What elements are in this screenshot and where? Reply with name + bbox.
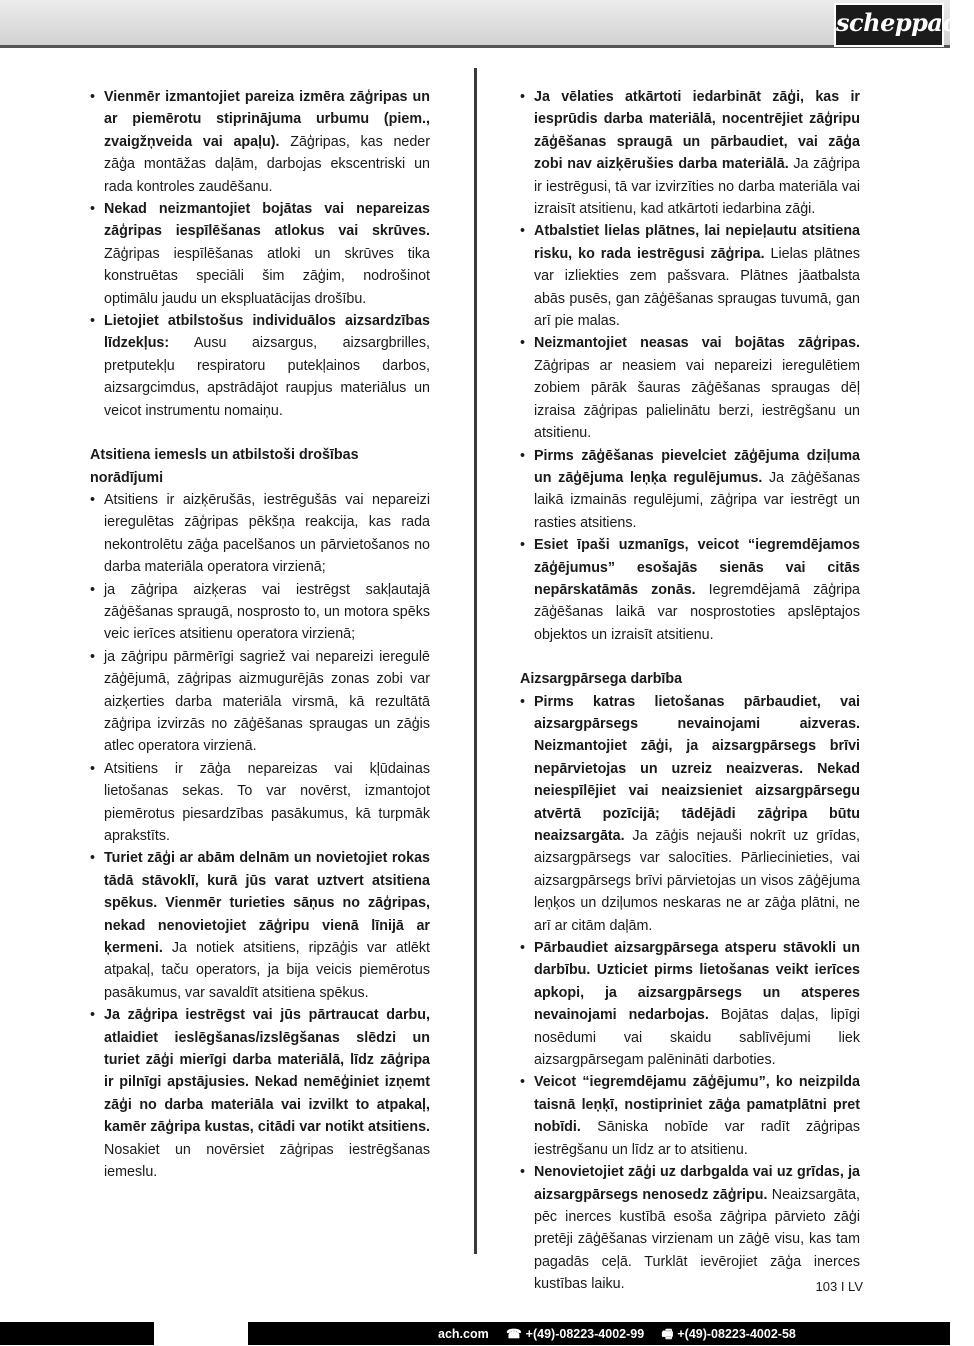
column-divider [474, 68, 477, 1254]
bullet-item [520, 445, 860, 535]
left-bullet-list-1 [90, 86, 430, 422]
bullet-text: ja zāģripu pārmērīgi sagriež vai nepareizi ieregulē zāģējumā, zāģripas aizmugurējās zonas zobi var aizķerties darba materiāla virsmā, kā rezultātā zāģripa izvirzās no zāģēšanas spraugas un zāģis atlec operatora virzienā. [104, 648, 430, 755]
bullet-bold-text: Nenovietojiet zāģi uz darbgalda vai uz grīdas, ja aizsargpārsegs nenosedz zāģripu. [534, 1164, 860, 1203]
bullet-item [520, 534, 860, 646]
bullet-bold-text: Neizmantojiet neasas vai bojātas zāģripas. [534, 335, 860, 352]
scheppach-logo [834, 3, 974, 47]
bullet-text: Ja zāģēšanas laikā izmainās regulējumi, zāģripa var iestrēgt un rasties atsitiens. [534, 469, 860, 531]
bullet-item [520, 1071, 860, 1161]
bullet-bold-text: Nekad neizmantojiet bojātas vai nepareizas zāģripas iespīlēšanas atlokus vai skrūves. [104, 201, 430, 240]
bullet-text: Ja zāģis nejauši nokrīt uz grīdas, aizsargpārsegs var salocīties. Pārliecinieties, vai aizsargpārsegs brīvi pārvietojas un visos zāģējuma leņķos un dziļumos neskaras ne ar zāģa plātni, ne arī ar citām daļām. [534, 828, 860, 934]
footer-contact [438, 1325, 796, 1346]
telephone-icon: ☎ [506, 1327, 522, 1341]
bullet-bold-text: Ja vēlaties atkārtoti iedarbināt zāģi, kas ir iesprūdis darba materiālā, nocentrējiet zāģripu zāģēšanas spraugā un pārbaudiet, vai zāģa zobi nav aizķērušies darba materiālā. [534, 89, 860, 173]
bullet-item [520, 332, 860, 444]
bullet-text: Zāģripas iespīlēšanas atloki un skrūves tika konstruētas speciāli šim zāģim, nodrošinot optimālu jaudu un ekspluatācijas drošību. [104, 245, 430, 307]
bullet-text: Ja notiek atsitiens, ripzāģis var atlēkt atpakaļ, taču operators, ja bija veicis piemērotus pasākumus, var savaldīt atsitiena spēkus. [104, 940, 430, 1001]
logo-text: scheppach [836, 8, 974, 37]
bullet-text: Bojātas daļas, lipīgi nosēdumi vai skaidu sablīvējumi liek aizsargpārsegam palēnināti darboties. [534, 1007, 860, 1069]
bullet-item [520, 220, 860, 332]
website-link[interactable]: ach.com [438, 1327, 489, 1341]
bullet-bold-text: Turiet zāģi ar abām delnām un novietojiet rokas tādā stāvoklī, kurā jūs varat uztvert atsitiena spēkus. Vienmēr turieties sāņus no zāģripas, nekad nenovietojiet zāģripu vienā līnijā ar ķermeni. [104, 850, 430, 957]
right-column [520, 86, 860, 1296]
bullet-text: Ja zāģripa ir iestrēgusi, tā var izvirzīties no darba materiāla vai izraisīt atsitienu, kad atkārtoti iedarbina zāģi. [534, 156, 860, 218]
section-heading-guard: Aizsargpārsega darbība [520, 671, 683, 688]
bullet-bold-text: Pārbaudiet aizsargpārsega atsperu stāvokli un darbību. Uzticiet pirms lietošanas veikt ierīces apkopi, ja aizsargpārsegs un atsperes nevainojami nedarbojas. [534, 940, 860, 1024]
footer-gap [154, 1322, 248, 1345]
bullet-item [90, 86, 430, 198]
bullet-item [90, 758, 430, 848]
page-number: 103 I LV [815, 1279, 863, 1294]
bullet-item [90, 847, 430, 1004]
bullet-text: Atsitiens ir aizķērušās, iestrēgušās vai nepareizi ieregulētas zāģripas pēkšņa reakcija, kas rada nekontrolētu zāģa pacelšanos un pārvietošanos no darba materiāla operatora virzienā; [104, 491, 430, 576]
fax-number: +(49)-08223-4002-58 [677, 1327, 796, 1341]
header-bar [0, 0, 974, 48]
bullet-bold-text: Pirms zāģēšanas pievelciet zāģējuma dziļuma un zāģējuma leņķa regulējumus. [534, 447, 860, 486]
left-column [90, 86, 430, 1184]
bullet-item [90, 646, 430, 758]
bullet-text: Atsitiens ir zāģa nepareizas vai kļūdainas lietošanas sekas. To var novērst, izmantojot piemērotus piesardzības pasākumus, kā turpmāk aprakstīts. [104, 760, 430, 844]
bullet-text: Sāniska nobīde var radīt zāģripas iestrēgšanu un līdz ar to atsitienu. [534, 1119, 860, 1158]
right-bullet-list-1 [520, 86, 860, 646]
bullet-bold-text: Pirms katras lietošanas pārbaudiet, vai aizsargpārsegs nevainojami aizveras. Neizmantojiet zāģi, ja aizsargpārsegs brīvi nepārvietojas un uzreiz neaizveras. Nekad neiespīlējiet vai neaizsieniet aizsargpārsegu atvērtā pozīcijā; tādējādi zāģripa būtu neaizsargāta. [534, 693, 860, 844]
bullet-item [520, 937, 860, 1071]
bullet-item [90, 1004, 430, 1183]
bullet-item [90, 489, 430, 579]
bullet-text: Iegremdējamā zāģripa zāģēšanas laikā var nosprostoties apslēptajos objektos un izraisīt atsitienu. [534, 581, 860, 643]
right-bullet-list-2 [520, 691, 860, 1296]
bullet-bold-text: Esiet īpaši uzmanīgs, veicot “iegremdējamos zāģējumus” esošajās sienās vai citās nepārskatāmās zonās. [534, 537, 860, 598]
bullet-bold-text: Vienmēr izmantojiet pareiza izmēra zāģripas un ar piemērotu stiprinājuma urbumu (piem., zvaigžņveida vai apaļu). [104, 89, 430, 150]
bullet-bold-text: Lietojiet atbilstošus individuālos aizsardzības līdzekļus: [104, 313, 430, 352]
bullet-text: ja zāģripa aizķeras vai iestrēgst sakļautajā zāģēšanas spraugā, nosprosto to, un motora spēks veic ierīces atsitienu operatora virzienā; [104, 581, 430, 643]
bullet-bold-text: Veicot “iegremdējamu zāģējumu”, ko neizpilda taisnā leņķī, nostipriniet zāģa pamatplātni pret nobīdi. [534, 1074, 860, 1136]
bullet-item [90, 310, 430, 422]
bullet-item [520, 1161, 860, 1295]
bullet-text: Neaizsargāta, pēc inerces kustībā esoša zāģripa pārvieto zāģi pretēji zāģēšanas virzienam un zāģē visu, kas tam pagadās ceļā. Turklāt ievērojiet zāģa inerces kustības laiku. [534, 1186, 861, 1293]
bullet-text: Nosakiet un novērsiet zāģripas iestrēgšanas iemeslu. [104, 1141, 430, 1181]
bullet-item [90, 579, 430, 646]
bullet-bold-text: Atbalstiet lielas plātnes, lai nepieļautu atsitiena risku, ko rada iestrēgusi zāģripa. [534, 223, 860, 262]
footer-bar [0, 1322, 950, 1345]
phone-number: +(49)-08223-4002-99 [525, 1327, 645, 1341]
bullet-text: Zāģripas ar neasiem vai nepareizi ieregulētiem zobiem pārāk šauras zāģēšanas spraugas dēļ izraisa zāģripas palielinātu berzi, iestrēgšanu un atsitienu. [534, 357, 860, 442]
bullet-text: Zāģripas, kas neder zāģa montāžas daļām, darbojas ekscentriski un rada kontroles zaudēšanu. [104, 133, 431, 195]
bullet-item [520, 86, 860, 220]
fax-icon: 🖷 [661, 1327, 674, 1341]
bullet-bold-text: Ja zāģripa iestrēgst vai jūs pārtraucat darbu, atlaidiet ieslēgšanas/izslēgšanas slēdzi un turiet zāģi mierīgi darba materiālā, līdz zāģripa ir pilnīgi apstājusies. Nekad nemēģiniet izņemt zāģi no darba materiāla vai izvilkt to atpakaļ, kamēr zāģripa kustas, citādi var notikt atsitiens. [104, 1007, 430, 1136]
bullet-item [90, 198, 430, 310]
section-heading-kickback: Atsitiena iemesls un atbilstoši drošības norādījumi [90, 447, 359, 486]
bullet-item [520, 691, 860, 937]
bullet-text: Ausu aizsargus, aizsargbrilles, pretputekļu respiratoru putekļainos darbos, aizsargcimdus, apstrādājot raupjus materiālus un veicot instrumentu nomaiņu. [104, 335, 430, 419]
left-bullet-list-2 [90, 489, 430, 1184]
bullet-text: Lielas plātnes var izliekties zem pašsvara. Plātnes jāatbalsta abās pusēs, gan zāģēšanas spraugas tuvumā, gan arī pie malas. [534, 245, 860, 330]
